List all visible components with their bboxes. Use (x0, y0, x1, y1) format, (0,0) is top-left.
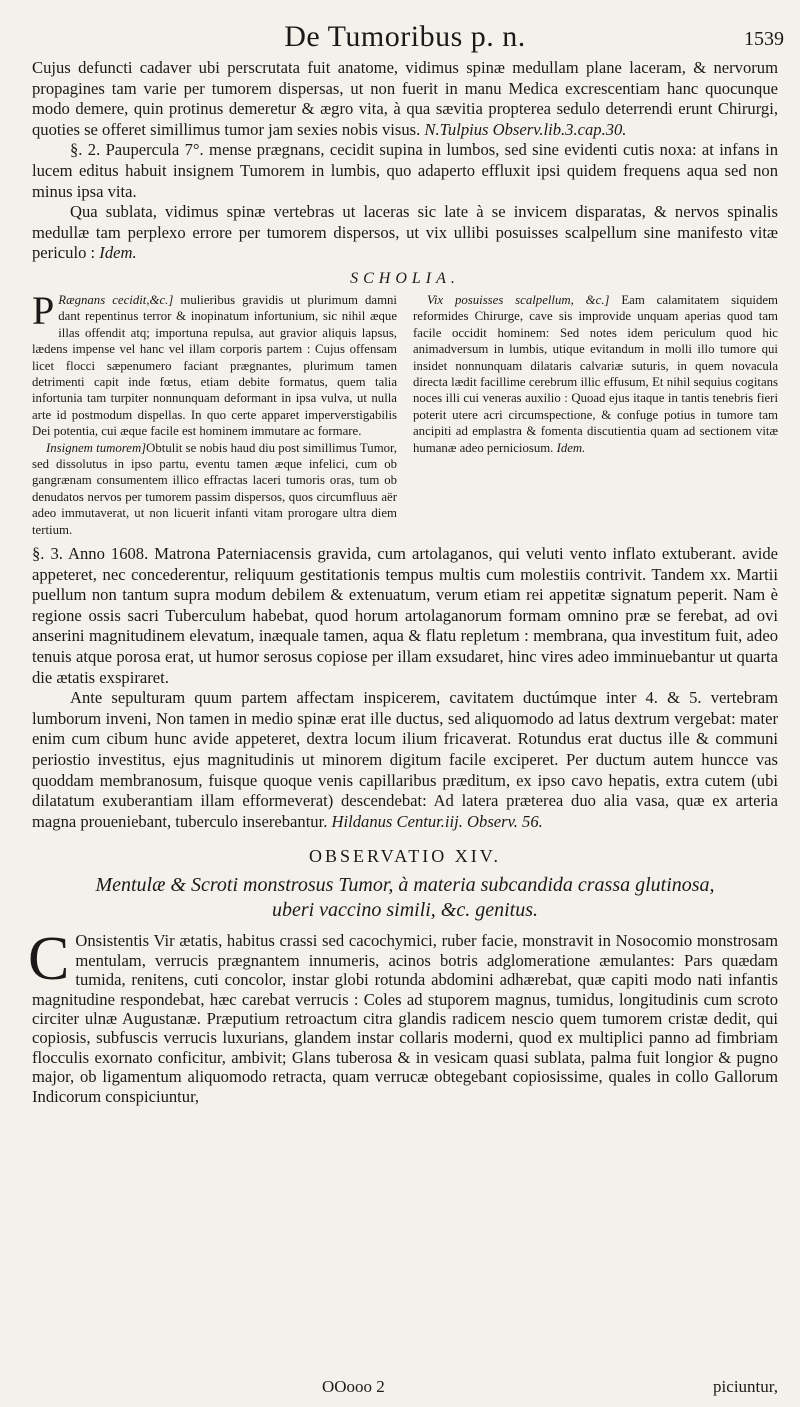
lemma: Insignem tumorem] (46, 440, 147, 455)
page-header (32, 0, 784, 58)
page-number: 1539 (744, 28, 784, 50)
lemma: Vix posuisses scalpellum, &c.] (427, 292, 610, 307)
scholia-column-left (32, 287, 397, 538)
scholia-text: Obtulit se nobis haud diu post simillimus Tumor, sed dissolutus in ipso partu, eventu tamen æque infelici, cum ob gangrænam consumentem illico effractas laceri tumoris oras, tum ob denudatos nervos per tumorem passim dispersos, quos circumfluus aër adeo immutaverat, ut non licuerit infanti vitam prorogare ultra diem tertium. (32, 440, 397, 537)
paragraph-text: Cujus defuncti cadaver ubi perscrutata fuit anatome, vidimus spinæ medullam plane laceram, & nervorum propagines tam varie per tumorem dispersas, ut non fuerit in manu Medica excrescentiam hanc quocunque modo demere, quin protinus demeretur & ægro vita, à qua sævitia propterea sedulo deterrendi erunt Chirurgi, quoties se offeret simillimus tumor jam sexies nobis visus. (32, 58, 778, 139)
drop-cap: P (32, 287, 55, 333)
section-one (32, 58, 778, 264)
scholia-paragraph (413, 292, 778, 456)
scholia-paragraph (32, 440, 397, 538)
signature-mark: OOooo 2 (322, 1377, 385, 1396)
section-three (32, 544, 778, 832)
observation-heading: OBSERVATIO XIV. (309, 846, 501, 867)
observation-text: Onsistentis Vir ætatis, habitus crassi sed cacochymici, ruber facie, monstravit in Nosocomio monstrosam mentulam, verrucis prægnantem innumeris, acinos botris adglomeratione æmulantes: Pars quædam tumida, renitens, cuti concolor, instar globi rotunda abdomini adhærebat, quæ capiti modo nati infantis magnitudine respondebat, hæc carebat verrucis : Coles ad stuporem magnus, tumidus, longitudinis cum scroto circiter ulnæ Augustanæ. Præputium retroactum citra glandis radicem nescio quem tumorem cristæ dedit, qui copiosis, subfuscis verrucis luxurians, glandem instar collaris moderni, quod ex multiplici panno ad fimbriam flocculis exornato conficitur, ambivit; Glans tuberosa & in vesicam quasi sublata, palma fuit longior & pugno major, ob ligamentum aliquomodo retracta, quam verrucæ obtegebant copiosissime, quales in collo Gallorum Indicorum conspiciuntur, (32, 931, 778, 1106)
scholia-column-right (413, 292, 778, 538)
observation-title: Mentulæ & Scroti monstrosus Tumor, à materia subcandida crassa glutinosa, uberi vaccino simili, &c. genitus. (95, 874, 715, 922)
citation: Idem. (556, 440, 586, 455)
paragraph: §. 2. Paupercula 7°. mense prægnans, cecidit supina in lumbos, sed sine evidenti cutis noxa: at infans in lucem editus habuit insignem Tumorem in lumbis, quo adaperto effluxit ipsi quidem frequens aqua sed non minus ipsa vita. (32, 140, 778, 201)
page-footer (32, 1373, 778, 1397)
paragraph-text: Ante sepulturam quum partem affectam inspicerem, cavitatem ductúmque inter 4. & 5. vertebram lumborum inveni, Non tamen in medio spinæ erat ille ductus, sed aliquomodo ad latus dextrum vergebat: mater enim cum cibum hunc avide appeteret, dextra locum ilium fricaverat. Rotundus erat ductus ille & communi periostio investitus, ejus magnitudinis ut minorem digitum facile exciperet. Per ductum autem huncce vas quoddam membranosum, fuisque quoque venis capillaribus præditum, ex ipso cavo hepatis, extra cutem (ubi dilatatum exuberantiam illam efformeverat) descendebat: Ad latera præterea duo alia vasa, quæ ex arteria magna proueniebant, tuberculo inserebantur. (32, 688, 778, 831)
scholia-text: mulieribus gravidis ut plurimum damni dant repentinus terror & inopinatum infortunium, sic nihil æque illas offendit atq; importuna repulsa, aut gravior aliquis lapsus, lædens impense vel hanc vel illam corporis partem : Cujus offensam licet flocci sæpenumero faciant prægnantes, plurimum tamen detrimenti capit inde fœtus, etiam debite formatus, quem talia infortunia tam turpiter nonnunquam deformant in ipsa vulva, ut nulla arte id postmodum dispellas. In quo certe apparet imperverstigabilis Dei potentia, cui æque facile est hominem immutare ac formare. (32, 292, 397, 439)
lemma: Rægnans cecidit,&c.] (58, 292, 174, 307)
scholia-columns (32, 287, 778, 538)
catchword: piciuntur, (713, 1377, 778, 1396)
citation: Hildanus Centur.iij. Observ. 56. (331, 811, 543, 831)
citation: N.Tulpius Observ.lib.3.cap.30. (424, 119, 627, 139)
drop-cap: C (28, 925, 70, 994)
scholia-paragraph (32, 287, 397, 440)
citation: Idem. (99, 243, 137, 263)
paragraph (32, 58, 778, 140)
paragraph: §. 3. Anno 1608. Matrona Paterniacensis gravida, cum artolaganos, qui veluti vento inflato extuberant. avide appeteret, nec concederentur, reliquum gestitationis tempus multis cum molestiis contrivit. Tandem xx. Martii puellum non tantum supra modum debilem & extenuatum, verum etiam rei appetitæ signatum peperit. Nam è regione ossis sacri Tuberculum habebat, quod horum artolaganorum formam omnino præ se ferebat, ad ovi anserini magnitudinem elevatum, inæquale tamen, aqua & flatu repletum : membrana, qua investitum fuit, adeo tenuis atque porosa erat, ut humor serosus copiose per illam exsudaret, hinc vires adeo imminuebantur ut quarta die ætatis exspiraret. (32, 544, 778, 687)
paragraph (32, 688, 778, 832)
paragraph (32, 202, 778, 264)
scholia-heading: SCHOLIA. (350, 269, 460, 287)
scholia-text: Eam calamitatem siquidem reformides Chirurge, cave sis improvide unquam aperias quod tam facile occidit hominem: Sed notes idem periculum quod hic animadversum in lumbis, utique evitandum in molli illo tumore qui insidet nonnunquam dilataris calvariæ suturis, in quem novacula directa lædit facillime cerebrum illic effusum, Et nihil sequius cogitans noces illi cui veneras auxilio : Quoad ejus itaque in tantis tenebris fieri poterit utere acri circumspectione, & confuge potius in tumore tam ancipiti ad emplastra & fomenta discutientia quam ad sectionem vitæ humanæ adeo perniciosum. (413, 292, 778, 455)
running-title: De Tumoribus p. n. (284, 20, 526, 53)
paragraph-text: Qua sublata, vidimus spinæ vertebras ut laceras sic late à se invicem disparatas, & nervos spinalis medullæ tam perplexo errore per tumorem dispersos, ut vix ullibi posuisses scalpellum sine manifesto vitæ periculo : (32, 202, 778, 263)
observation-body (28, 925, 778, 1106)
